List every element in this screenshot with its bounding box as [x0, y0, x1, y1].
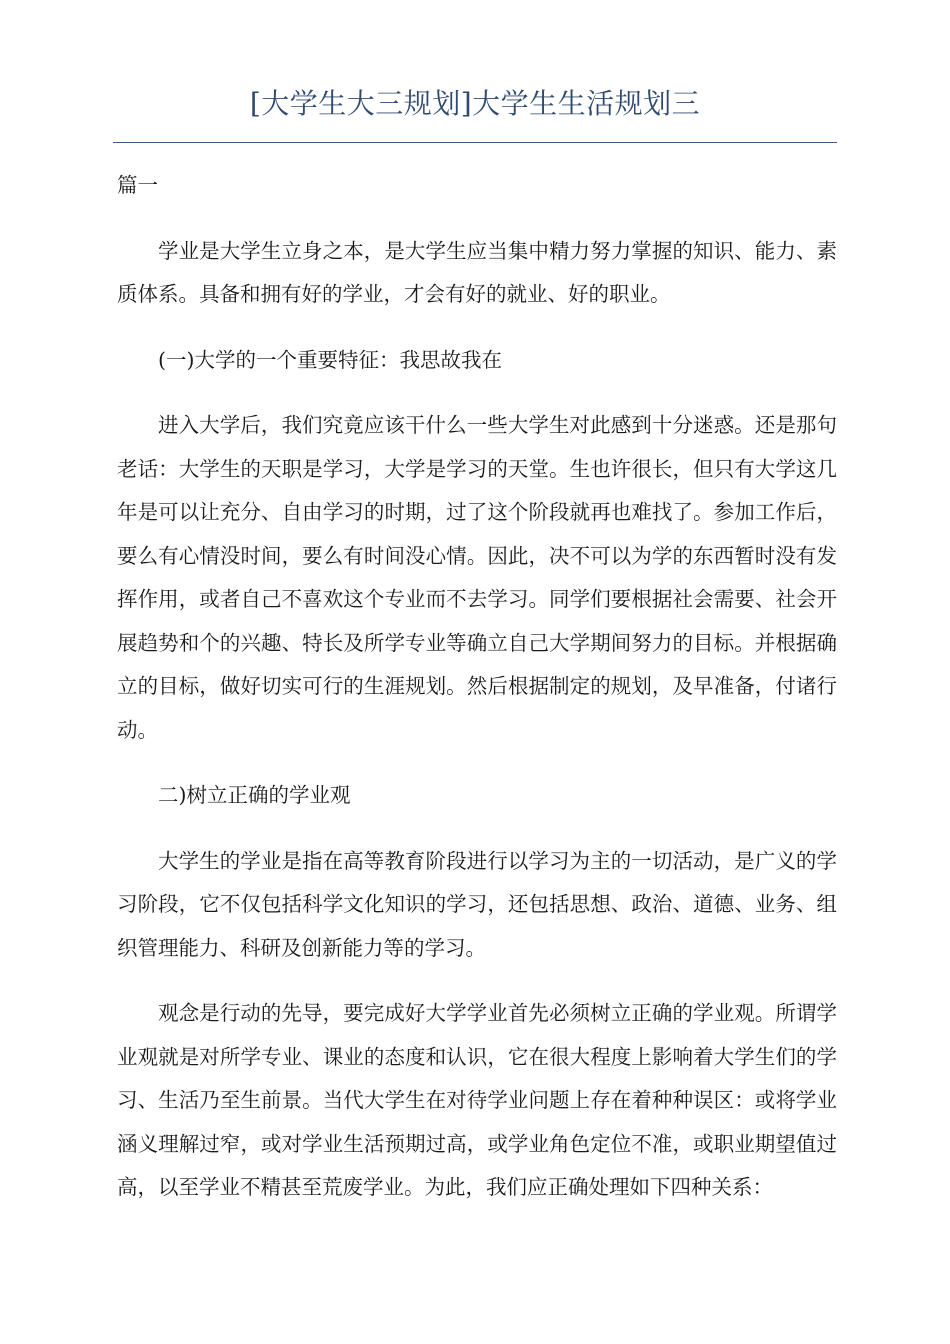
paragraph-academic-view: 观念是行动的先导，要完成好大学学业首先必须树立正确的学业观。所谓学业观就是对所学专业、课业的态度和认识，它在很大程度上影响着大学生们的学习、生活乃至生前景。当代大学生在对待学业问题上存在着种种误区：或将学业涵义理解过窄，或对学业生活预期过高，或学业角色定位不准，或职业期望值过高，以至学业不精甚至荒废学业。为此，我们应正确处理如下四种关系： — [117, 1001, 837, 1199]
subheading-2: 二)树立正确的学业观 — [158, 783, 351, 807]
document-title: [大学生大三规划]大学生生活规划三 — [249, 87, 701, 120]
document-body — [117, 164, 837, 1232]
subheading-1: (一)大学的一个重要特征：我思故我在 — [158, 347, 502, 372]
section-label: 篇一 — [117, 173, 158, 197]
title-divider — [113, 142, 837, 143]
paragraph-university-study: 进入大学后，我们究竟应该干什么一些大学生对此感到十分迷惑。还是那句老话：大学生的天职是学习，大学是学习的天堂。生也许很长，但只有大学这几年是可以让充分、自由学习的时期，过了这个阶段就再也难找了。参加工作后，要么有心情没时间，要么有时间没心情。因此，决不可以为学的东西暂时没有发挥作用，或者自己不喜欢这个专业而不去学习。同学们要根据社会需要、社会开展趋势和个的兴趣、特长及所学专业等确立自己大学期间努力的目标。并根据确立的目标，做好切实可行的生涯规划。然后根据制定的规划，及早准备，付诸行动。 — [117, 413, 837, 742]
paragraph-intro: 学业是大学生立身之本，是大学生应当集中精力努力掌握的知识、能力、素质体系。具备和拥有好的学业，才会有好的就业、好的职业。 — [117, 238, 837, 306]
paragraph-academic-definition: 大学生的学业是指在高等教育阶段进行以学习为主的一切活动，是广义的学习阶段，它不仅包括科学文化知识的学习，还包括思想、政治、道德、业务、组织管理能力、科研及创新能力等的学习。 — [117, 848, 837, 960]
